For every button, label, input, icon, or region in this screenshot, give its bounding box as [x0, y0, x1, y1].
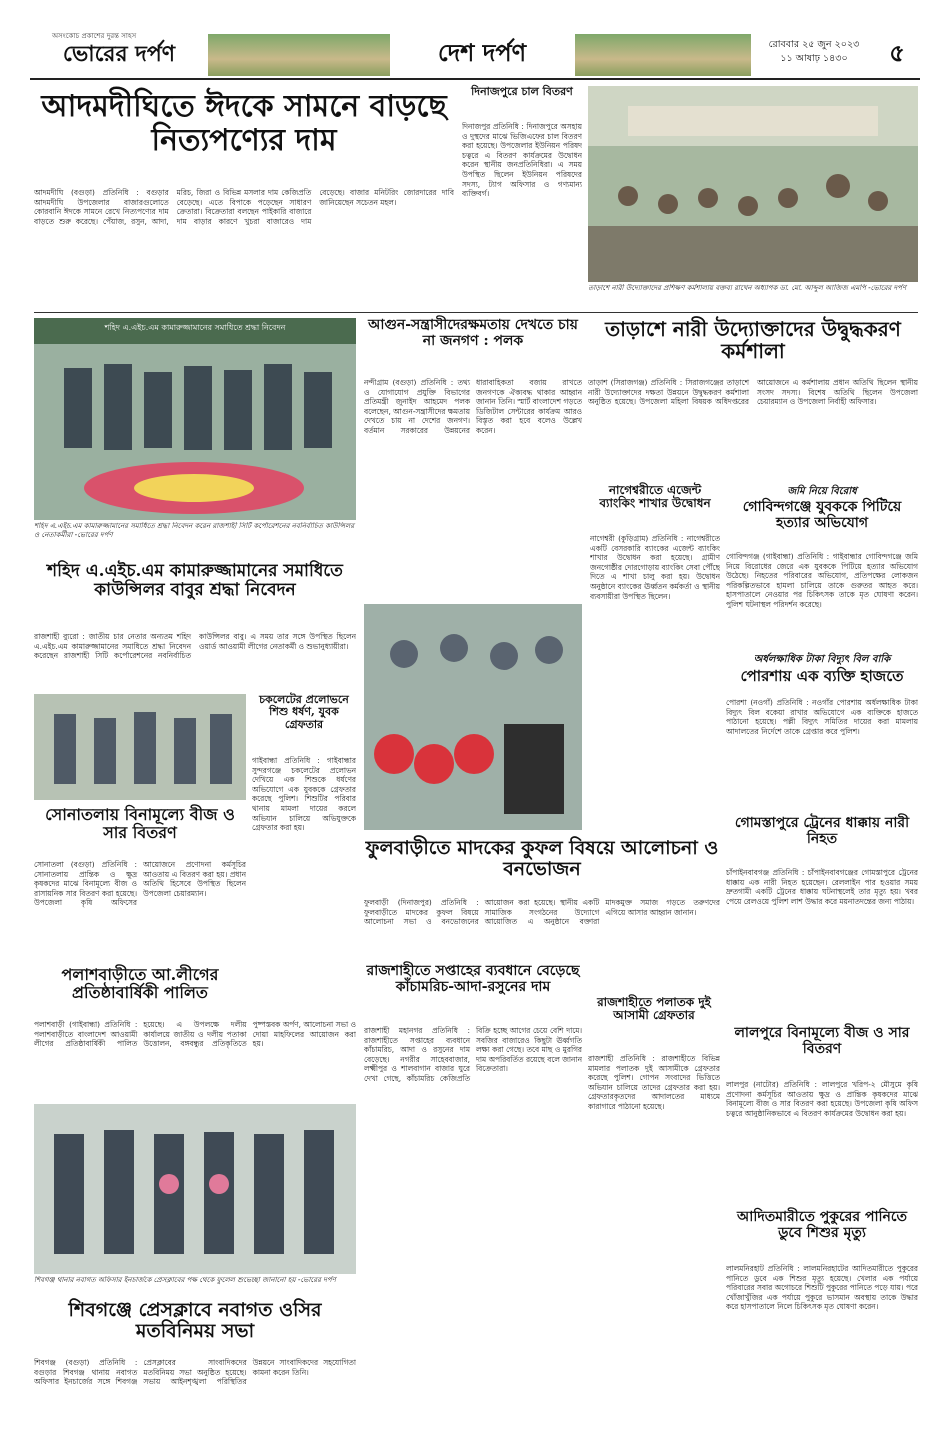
- kicker-porsha: অর্ধলক্ষাধিক টাকা বিদ্যুৎ বিল বাকি: [753, 654, 891, 665]
- body-lalpur: লালপুর (নাটোর) প্রতিনিধি : লালপুরে খরিপ-২ মৌসুমে কৃষি প্রণোদনা কর্মসূচির আওতায় ক্ষুদ্র ও প্রান্তিক কৃষকদের মাঝে বিনামূল্যে বীজ ও সার বিতরণ করা হয়েছে। উপজেলা কৃষি অফিস চত্বরে আনুষ্ঠানিকভাবে এ বিতরণ কার্যক্রমের উদ্বোধন করা হয়।: [726, 1080, 918, 1118]
- body-aditmari: লালমনিরহাট প্রতিনিধি : লালমনিরহাটের আদিতমারীতে পুকুরের পানিতে ডুবে এক শিশুর মৃত্যু হয়েছে। খেলার এক পর্যায়ে পরিবারের সবার অগোচরে শিশুটি পুকুরের পানিতে পড়ে যায়। পরে খোঁজাখুঁজির এক পর্যায়ে পুকুরে ভাসমান অবস্থায় তাকে উদ্ধার করে হাসপাতালে নিলে চিকিৎসক মৃত ঘোষণা করেন।: [726, 1264, 918, 1312]
- date-bengali: ১১ আষাঢ় ১৪৩০: [780, 53, 848, 64]
- body-adamdighi: আদমদীঘি (বগুড়া) প্রতিনিধি : বগুড়ার আদমদীঘি উপজেলার বাজারগুলোতে কোরবানি ঈদকে সামনে রেখে নিত্যপণ্যের দাম বাড়তে শুরু করেছে। পেঁয়াজ, রসুন, আদা, মরিচ, জিরা ও বিভিন্ন মসলার দাম কেজিপ্রতি বেড়েছে। এতে বিপাকে পড়েছেন সাধারণ ক্রেতারা। বিক্রেতারা বলছেন পাইকারি বাজারে দাম বাড়ার কারণে খুচরা বাজারেও দাম বেড়েছে। বাজার মনিটরিং জোরদারের দাবি জানিয়েছেন সচেতন মহল।: [34, 188, 454, 226]
- page-number: ৫: [889, 39, 905, 67]
- photo-illustration: [34, 694, 246, 800]
- headline-porsha: পোরশায় এক ব্যক্তি হাজতে: [740, 667, 904, 685]
- body-palak: নন্দীগ্রাম (বগুড়া) প্রতিনিধি : তথ্য ও যোগাযোগ প্রযুক্তি বিভাগের প্রতিমন্ত্রী জুনাইদ আহমেদ পলক বলেছেন, আগুন-সন্ত্রাসীদের ক্ষমতায় দেখতে চায় না দেশের জনগণ। বর্তমান সরকারের উন্নয়নের ধারাবাহিকতা বজায় রাখতে জনগণকে ঐক্যবদ্ধ থাকার আহ্বান জানান তিনি। স্মার্ট বাংলাদেশ গড়তে ডিজিটাল সেন্টারের কার্যক্রম আরও বিস্তৃত করা হবে বলেও উল্লেখ করেন।: [364, 378, 582, 435]
- body-kamaruzzaman: রাজশাহী ব্যুরো : জাতীয় চার নেতার অন্যতম শহিদ এ.এইচ.এম কামারুজ্জামানের সমাধিতে শ্রদ্ধা নিবেদন করেছেন রাজশাহী সিটি কর্পোরেশনের নবনির্বাচিত কাউন্সিলর বাবু। এ সময় তার সঙ্গে উপস্থিত ছিলেন ওয়ার্ড আওয়ামী লীগের নেতাকর্মী ও শুভানুধ্যায়ীরা।: [34, 632, 356, 661]
- headline-rajshahi-prices: রাজশাহীতে সপ্তাহের ব্যবধানে বেড়েছে কাঁচামরিচ-আদা-রসুনের দাম: [366, 963, 580, 995]
- body-chocolate: গাইবান্ধা প্রতিনিধি : গাইবান্ধার সুন্দরগঞ্জে চকলেটের প্রলোভন দেখিয়ে এক শিশুকে ধর্ষণের অভিযোগে এক যুবককে গ্রেফতার করেছে পুলিশ। শিশুটির পরিবার থানায় মামলা দায়ের করলে অভিযান চালিয়ে অভিযুক্তকে গ্রেফতার করা হয়।: [252, 756, 356, 833]
- photo-illustration: [34, 318, 356, 520]
- headline-sonatala: সোনাতলায় বিনামূল্যে বীজ ও সার বিতরণ: [45, 805, 235, 842]
- headline-tarash: তাড়াশে নারী উদ্যোক্তাদের উদ্বুদ্ধকরণ কর্মশালা: [605, 317, 901, 364]
- photo-banner-text: শহিদ এ.এইচ.এম কামারুজ্জামানের সমাধিতে শ্রদ্ধা নিবেদন: [104, 323, 286, 332]
- body-gobindaganj: গোবিন্দগঞ্জ (গাইবান্ধা) প্রতিনিধি : গাইবান্ধার গোবিন্দগঞ্জে জমি নিয়ে বিরোধের জেরে এক যুবককে পিটিয়ে হত্যার অভিযোগ উঠেছে। নিহতের পরিবারের অভিযোগ, প্রতিপক্ষের লোকজন পরিকল্পিতভাবে হামলা চালিয়ে তাকে গুরুতর আহত করে। হাসপাতালে নেওয়ার পর চিকিৎসক তাকে মৃত ঘোষণা করেন। পুলিশ ঘটনাস্থল পরিদর্শন করেছে।: [726, 552, 918, 609]
- body-tarash: তাড়াশ (সিরাজগঞ্জ) প্রতিনিধি : সিরাজগঞ্জের তাড়াশে নারী উদ্যোক্তাদের দক্ষতা উন্নয়নে উদ্বুদ্ধকরণ কর্মশালা অনুষ্ঠিত হয়েছে। উপজেলা মহিলা বিষয়ক অধিদপ্তরের আয়োজনে এ কর্মশালায় প্রধান অতিথি ছিলেন স্থানীয় সংসদ সদস্য। বিশেষ অতিথি ছিলেন উপজেলা চেয়ারম্যান ও উপজেলা নির্বাহী অফিসার।: [588, 378, 918, 407]
- headline-palak: আগুন-সন্ত্রাসীদেরক্ষমতায় দেখতে চায় না জনগণ : পলক: [368, 317, 578, 349]
- section-title: দেশ দর্পণ: [437, 38, 527, 67]
- headline-gomostapur: গোমস্তাপুরে ট্রেনের ধাক্কায় নারী নিহত: [734, 815, 910, 847]
- photo-shibganj: [34, 1104, 356, 1274]
- photo-illustration: [364, 604, 582, 830]
- masthead-photo-strip-right: [575, 34, 751, 76]
- body-porsha: পোরশা (নওগাঁ) প্রতিনিধি : নওগাঁর পোরশায় অর্ধলক্ষাধিক টাকা বিদ্যুৎ বিল বকেয়া রাখার অভিযোগে এক ব্যক্তিকে হাজতে পাঠানো হয়েছে। পল্লী বিদ্যুৎ সমিতির দায়ের করা মামলায় আদালতের নির্দেশে তাকে গ্রেপ্তার করে পুলিশ।: [726, 698, 918, 736]
- headline-aditmari: আদিতমারীতে পুকুরের পানিতে ডুবে শিশুর মৃত্যু: [737, 1209, 907, 1241]
- headline-nageshwari: নাগেশ্বরীতে এজেন্ট ব্যাংকিং শাখার উদ্বোধন: [599, 483, 711, 511]
- headline-gobindaganj: গোবিন্দগঞ্জে যুবককে পিটিয়ে হত্যার অভিযোগ: [742, 499, 902, 531]
- headline-lalpur: লালপুরে বিনামূল্যে বীজ ও সার বিতরণ: [734, 1025, 910, 1057]
- headline-kamaruzzaman: শহিদ এ.এইচ.এম কামারুজ্জামানের সমাধিতে কাউন্সিলর বাবুর শ্রদ্ধা নিবেদন: [47, 561, 343, 601]
- photo-sonatala: [34, 694, 246, 800]
- caption-kamaruzzaman: শহিদ এ.এইচ.এম কামারুজ্জামানের সমাধিতে শ্রদ্ধা নিবেদন করেন রাজশাহী সিটি কর্পোরেশনের নবনির্বাচিত কাউন্সিলর ও নেতাকর্মীরা -ভোরের দর্পণ: [34, 522, 355, 539]
- divider: [34, 312, 918, 313]
- headline-rajshahi-arrest: রাজশাহীতে পলাতক দুই আসামী গ্রেফতার: [597, 995, 711, 1023]
- body-palashbari: পলাশবাড়ী (গাইবান্ধা) প্রতিনিধি : পলাশবাড়ীতে বাংলাদেশ আওয়ামী লীগের প্রতিষ্ঠাবার্ষিকী পালিত হয়েছে। এ উপলক্ষে দলীয় কার্যালয়ে জাতীয় ও দলীয় পতাকা উত্তোলন, বঙ্গবন্ধুর প্রতিকৃতিতে পুষ্পস্তবক অর্পণ, আলোচনা সভা ও দোয়া মাহফিলের আয়োজন করা হয়।: [34, 1020, 356, 1049]
- body-sonatala: সোনাতলা (বগুড়া) প্রতিনিধি : সোনাতলায় প্রান্তিক ও ক্ষুদ্র কৃষকদের মাঝে বিনামূল্যে বীজ ও রাসায়নিক সার বিতরণ করা হয়েছে। উপজেলা কৃষি অফিসের আয়োজনে প্রণোদনা কর্মসূচির আওতায় এ বিতরণ করা হয়। প্রধান অতিথি হিসেবে উপস্থিত ছিলেন উপজেলা চেয়ারম্যান।: [34, 860, 246, 908]
- headline-adamdighi: আদমদীঘিতে ঈদকে সামনে বাড়ছে নিত্যপণ্যের দাম: [41, 89, 447, 158]
- caption-shibganj: শিবগঞ্জ থানার নবাগত অফিসার ইনচার্জকে প্রেসক্লাবের পক্ষ থেকে ফুলেল শুভেচ্ছা জানানো হয় -ভোরের দর্পণ: [34, 1276, 336, 1284]
- headline-chocolate: চকলেটের প্রলোভনে শিশু ধর্ষণ, যুবক গ্রেফতার: [259, 693, 349, 731]
- body-rajshahi-arrest: রাজশাহী প্রতিনিধি : রাজশাহীতে বিভিন্ন মামলার পলাতক দুই আসামীকে গ্রেফতার করেছে পুলিশ। গোপন সংবাদের ভিত্তিতে অভিযান চালিয়ে তাদের গ্রেফতার করা হয়। গ্রেফতারকৃতদের আদালতের মাধ্যমে কারাগারে পাঠানো হয়েছে।: [588, 1054, 720, 1111]
- kicker-gobindaganj: জমি নিয়ে বিরোধ: [787, 486, 857, 497]
- body-nageshwari: নাগেশ্বরী (কুড়িগ্রাম) প্রতিনিধি : নাগেশ্বরীতে একটি বেসরকারি ব্যাংকের এজেন্ট ব্যাংকিং শাখার উদ্বোধন করা হয়েছে। গ্রামীণ জনগোষ্ঠীর দোরগোড়ায় ব্যাংকিং সেবা পৌঁছে দিতে এ শাখা চালু করা হয়। উদ্বোধন অনুষ্ঠানে ব্যাংকের ঊর্ধ্বতন কর্মকর্তা ও স্থানীয় ব্যবসায়ীরা উপস্থিত ছিলেন।: [590, 534, 720, 601]
- body-fulbari: ফুলবাড়ী (দিনাজপুর) প্রতিনিধি : ফুলবাড়ীতে মাদকের কুফল বিষয়ে আলোচনা সভা ও বনভোজনের আয়োজন করা হয়েছে। স্থানীয় একটি সামাজিক সংগঠনের উদ্যোগে আয়োজিত এ অনুষ্ঠানে বক্তারা মাদকমুক্ত সমাজ গড়তে তরুণদের এগিয়ে আসার আহ্বান জানান।: [364, 898, 720, 927]
- headline-palashbari: পলাশবাড়ীতে আ.লীগের প্রতিষ্ঠাবার্ষিকী পালিত: [61, 965, 219, 1002]
- dateline: [754, 38, 874, 74]
- date-gregorian: রোববার ২৫ জুন ২০২৩: [768, 39, 860, 50]
- headline-fulbari: ফুলবাড়ীতে মাদকের কুফল বিষয়ে আলোচনা ও বনভোজন: [365, 837, 719, 881]
- headline-dinajpur: দিনাজপুরে চাল বিতরণ: [471, 85, 573, 98]
- headline-shibganj: শিবগঞ্জে প্রেসক্লাবে নবাগত ওসির মতবিনিময় সভা: [68, 1299, 322, 1343]
- photo-tarash-workshop: [588, 86, 918, 282]
- photo-illustration: [34, 1104, 356, 1274]
- body-shibganj: শিবগঞ্জ (বগুড়া) প্রতিনিধি : বগুড়ার শিবগঞ্জ থানায় নবাগত অফিসার ইনচার্জের সঙ্গে শিবগঞ্জ প্রেসক্লাবের সাংবাদিকদের মতবিনিময় সভা অনুষ্ঠিত হয়েছে। সভায় আইনশৃঙ্খলা পরিস্থিতির উন্নয়নে সাংবাদিকদের সহযোগিতা কামনা করেন তিনি।: [34, 1358, 356, 1387]
- body-gomostapur: চাঁপাইনবাবগঞ্জ প্রতিনিধি : চাঁপাইনবাবগঞ্জের গোমস্তাপুরে ট্রেনের ধাক্কায় এক নারী নিহত হয়েছেন। রেললাইন পার হওয়ার সময় দ্রুতগামী একটি ট্রেনের ধাক্কায় ঘটনাস্থলেই তার মৃত্যু হয়। খবর পেয়ে রেলওয়ে পুলিশ লাশ উদ্ধার করে ময়নাতদন্তের জন্য পাঠায়।: [726, 868, 918, 906]
- newspaper-logo: [34, 32, 204, 74]
- logo-text: ভোরের দর্পণ: [62, 40, 176, 67]
- logo-tagline: অসংকোচ প্রকাশের দুরন্ত সাহস: [52, 32, 137, 40]
- caption-tarash: তাড়াশে নারী উদ্যোক্তাদের প্রশিক্ষণ কর্মশালায় বক্তব্য রাখেন অধ্যাপক ডা. মো. আব্দুল আজিজ এমপি -ভোরের দর্পণ: [588, 284, 907, 292]
- photo-illustration: [588, 86, 918, 282]
- photo-palak: [364, 604, 582, 830]
- masthead-photo-strip-left: [208, 34, 390, 76]
- body-dinajpur: দিনাজপুর প্রতিনিধি : দিনাজপুরে অসহায় ও দুস্থদের মাঝে ভিজিএফের চাল বিতরণ করা হয়েছে। উপজেলার ইউনিয়ন পরিষদ চত্বরে এ বিতরণ কার্যক্রমের উদ্বোধন করেন স্থানীয় জনপ্রতিনিধিরা। এ সময় উপস্থিত ছিলেন ইউনিয়ন পরিষদের সদস্য, ট্যাগ অফিসার ও গণ্যমান্য ব্যক্তিবর্গ।: [462, 122, 582, 199]
- photo-kamaruzzaman-grave: [34, 318, 356, 520]
- body-rajshahi-prices: রাজশাহী মহানগর প্রতিনিধি : রাজশাহীতে সপ্তাহের ব্যবধানে কাঁচামরিচ, আদা ও রসুনের দাম বেড়েছে। নগরীর সাহেববাজার, লক্ষ্মীপুর ও শালবাগান বাজার ঘুরে দেখা গেছে, কাঁচামরিচ কেজিপ্রতি বিক্রি হচ্ছে আগের চেয়ে বেশি দামে। সবজির বাজারেও কিছুটা ঊর্ধ্বগতি লক্ষ্য করা গেছে। তবে মাছ ও মুরগির দাম অপরিবর্তিত রয়েছে বলে জানান বিক্রেতারা।: [364, 1026, 582, 1083]
